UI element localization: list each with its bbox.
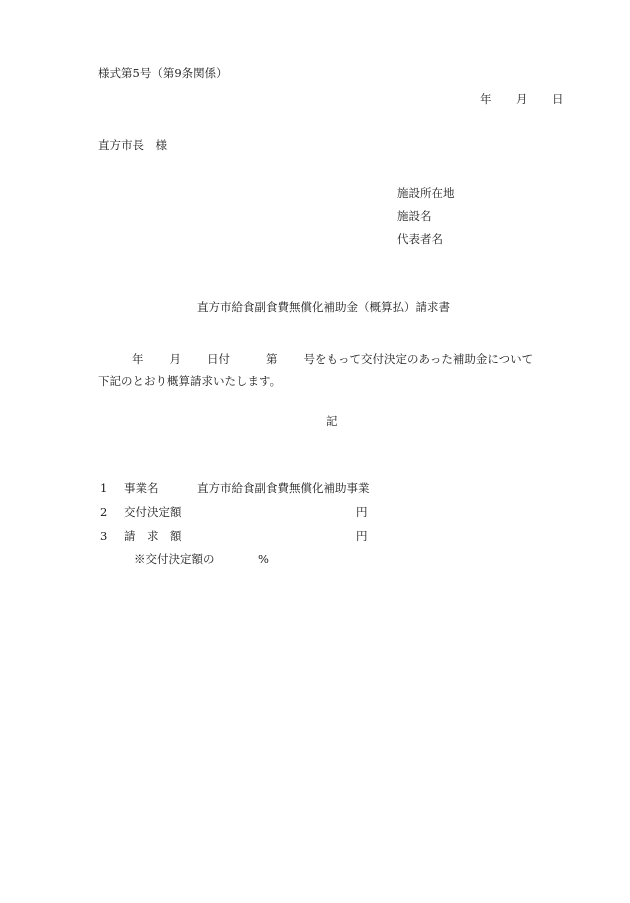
note-prefix: ※交付決定額の xyxy=(134,552,215,566)
item-label: 事業名 xyxy=(124,481,159,495)
item-number: 1 xyxy=(100,481,108,495)
item-label: 交付決定額 xyxy=(124,505,182,519)
body-rest: 号をもって交付決定のあった補助金について下記のとおり概算請求いたします。 xyxy=(98,352,534,388)
addressee: 直方市長 様 xyxy=(98,138,167,152)
note-percent: % xyxy=(258,552,269,566)
body-number-prefix: 第 xyxy=(266,352,278,366)
item-number: 3 xyxy=(100,529,108,543)
representative-label: 代表者名 xyxy=(397,232,443,246)
item-unit: 円 xyxy=(356,529,368,543)
item-value: 直方市給食副食費無償化補助事業 xyxy=(197,481,370,495)
form-number: 様式第5号（第9条関係） xyxy=(98,66,228,80)
date-month: 月 xyxy=(516,92,528,106)
item-number: 2 xyxy=(100,505,108,519)
body-month: 月 xyxy=(169,352,181,366)
date-year: 年 xyxy=(480,92,492,106)
facility-address-label: 施設所在地 xyxy=(397,186,455,200)
body-paragraph xyxy=(98,348,538,392)
body-date-suffix: 日付 xyxy=(207,352,230,366)
facility-name-label: 施設名 xyxy=(397,209,432,223)
ki-heading: 記 xyxy=(326,414,338,428)
item-unit: 円 xyxy=(356,505,368,519)
date-day: 日 xyxy=(552,92,564,106)
document-title: 直方市給食副食費無償化補助金（概算払）請求書 xyxy=(197,300,450,314)
body-year: 年 xyxy=(132,352,144,366)
item-label: 請 求 額 xyxy=(124,529,182,543)
